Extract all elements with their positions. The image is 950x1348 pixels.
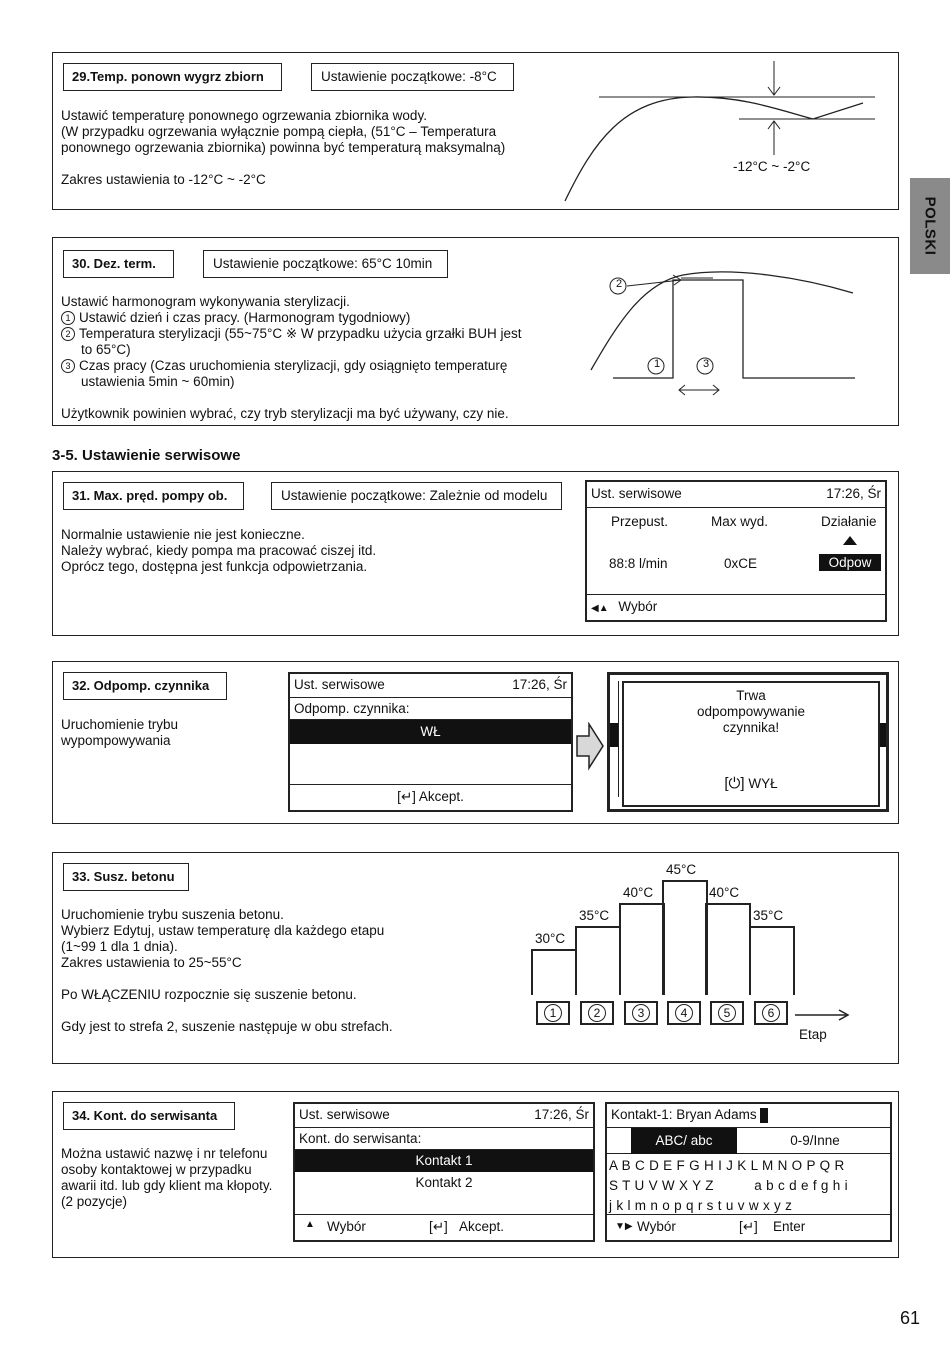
- popup-line: czynnika!: [722, 720, 780, 735]
- contact-name-field[interactable]: Kontakt-1: Bryan Adams: [611, 1107, 757, 1122]
- reheat-range-label: -12°C ~ -2°C: [733, 159, 811, 174]
- desc-footer: Użytkownik powinien wybrać, czy tryb sterylizacji ma być używany, czy nie.: [61, 406, 509, 421]
- language-tab: [910, 178, 950, 274]
- desc-line: [61, 971, 393, 987]
- desc-line: wypompowywania: [61, 733, 171, 748]
- select-label[interactable]: Wybór: [637, 1219, 676, 1234]
- section-32-title: 32. Odpomp. czynnika: [63, 672, 227, 700]
- desc-item-text: Czas pracy (Czas uruchomienia sterylizacji, gdy osiągnięto temperaturę: [79, 358, 508, 373]
- desc-item: [61, 342, 522, 358]
- desc-line: Uruchomienie trybu: [61, 717, 179, 732]
- max-value: 0xCE: [724, 556, 758, 571]
- up-arrow-icon: ▲: [305, 1219, 315, 1230]
- page-number: 61: [900, 1308, 921, 1328]
- etap-arrow-icon: [793, 1007, 853, 1023]
- lcd-clock: 17:26, Śr: [512, 677, 567, 692]
- pump-speed-lcd: [585, 480, 887, 622]
- stage-number-text: 1: [544, 1004, 562, 1022]
- section-33-title: 33. Susz. betonu: [63, 863, 189, 891]
- service-contact-lcd: [293, 1102, 595, 1242]
- stage-number-6: [754, 1001, 788, 1025]
- bar-stage-1: [531, 949, 577, 995]
- lcd-header: [290, 674, 571, 698]
- down-right-arrows-icon: ▼▶: [615, 1221, 633, 1232]
- section-29-title: 29.Temp. ponown wygrz zbiorn: [63, 63, 282, 91]
- lcd-header: [607, 1104, 890, 1128]
- bar-stage-6: [749, 926, 795, 995]
- left-up-arrows-icon: ◀▲: [591, 603, 609, 614]
- desc-line: [61, 156, 505, 172]
- desc-line: osoby kontaktowej w przypadku: [61, 1162, 252, 1177]
- next-arrow-icon: [575, 722, 605, 772]
- column-max: Max wyd.: [711, 514, 769, 529]
- bar-label-stage-5: 40°C: [709, 885, 740, 900]
- mark-2: 2: [615, 278, 623, 290]
- language-tab-label: POLSKI: [921, 196, 939, 256]
- char-row[interactable]: S T U V W X Y Z a b c d e f g h i: [609, 1178, 848, 1193]
- bar-stage-2: [575, 926, 621, 995]
- pump-down-value[interactable]: WŁ: [290, 720, 571, 744]
- lcd-clock: 17:26, Śr: [534, 1107, 589, 1122]
- stage-number-text: 4: [675, 1004, 693, 1022]
- stage-number-text: 6: [762, 1004, 780, 1022]
- desc-item: [61, 374, 522, 390]
- enter-icon: [↵]: [397, 789, 416, 804]
- popup-message: [624, 688, 878, 736]
- select-label[interactable]: Wybór: [327, 1219, 366, 1234]
- popup-off[interactable]: [624, 775, 878, 792]
- desc-line: Ustawić temperaturę ponownego ogrzewania zbiornika wody.: [61, 108, 427, 123]
- bar-label-stage-6: 35°C: [753, 908, 784, 923]
- desc-line: ponownego ogrzewania zbiornika) powinna być temperaturą maksymalną): [61, 140, 506, 155]
- concrete-drying-chart: [473, 853, 893, 1063]
- x-axis-label: Etap: [799, 1027, 827, 1042]
- flow-value: 88:8 l/min: [609, 556, 668, 571]
- enter-icon: [↵]: [739, 1219, 758, 1234]
- lcd-header-title: Ust. serwisowe: [591, 486, 682, 501]
- desc-line: Normalnie ustawienie nie jest konieczne.: [61, 527, 305, 542]
- stage-number-text: 5: [718, 1004, 736, 1022]
- tab-letters[interactable]: ABC/ abc: [631, 1128, 737, 1154]
- bar-label-stage-1: 30°C: [535, 931, 566, 946]
- pump-down-popup-lcd: [607, 672, 889, 812]
- desc-line: [61, 390, 522, 406]
- lcd-footer-label: Wybór: [618, 599, 658, 614]
- section-30-initial: Ustawienie początkowe: 65°C 10min: [203, 250, 448, 278]
- desc-line: Oprócz tego, dostępna jest funkcja odpowietrzania.: [61, 559, 368, 574]
- lcd-footer: [290, 784, 571, 810]
- desc-item-text: ustawienia 5min ~ 60min): [81, 374, 235, 389]
- step-number: 2: [61, 327, 75, 341]
- power-icon: [⏻]: [724, 775, 745, 792]
- bar-label-stage-3: 40°C: [623, 885, 654, 900]
- stage-number-2: [580, 1001, 614, 1025]
- lcd-header: [295, 1104, 593, 1128]
- desc-line: (1~99 1 dla 1 dnia).: [61, 939, 178, 954]
- contact-1-item[interactable]: Kontakt 1: [295, 1150, 593, 1172]
- section-29-initial: Ustawienie początkowe: -8°C: [311, 63, 514, 91]
- lcd-clock: 17:26, Śr: [826, 486, 881, 501]
- step-number: 1: [61, 311, 75, 325]
- section-30-title: 30. Dez. term.: [63, 250, 174, 278]
- desc-line: Ustawić harmonogram wykonywania sterylizacji.: [61, 294, 350, 309]
- section-33-description: [61, 907, 393, 1035]
- desc-line: Gdy jest to strefa 2, suszenie następuje w obu strefach.: [61, 1019, 393, 1034]
- section-31-description: [61, 527, 376, 575]
- desc-item-text: to 65°C): [81, 342, 131, 357]
- bar-label-stage-4: 45°C: [666, 862, 697, 877]
- text-cursor: [760, 1108, 768, 1123]
- sterilization-diagram: [573, 238, 893, 425]
- desc-line: (W przypadku ogrzewania wyłącznie pompą ciepła, (51°C – Temperatura: [61, 124, 497, 139]
- desc-item-text: Temperatura sterylizacji (55~75°C ※ W przypadku użycia grzałki BUH jest: [79, 326, 522, 341]
- section-33: [52, 852, 899, 1064]
- section-32: [52, 661, 899, 824]
- accept-label[interactable]: Akcept.: [459, 1219, 505, 1234]
- desc-line: awarii itd. lub gdy klient ma kłopoty.: [61, 1178, 273, 1193]
- desc-line: Można ustawić nazwę i nr telefonu: [61, 1146, 268, 1161]
- lcd-footer: [607, 1214, 890, 1240]
- desc-line: (2 pozycje): [61, 1194, 128, 1209]
- desc-line: [61, 1003, 393, 1019]
- lcd-label: Odpomp. czynnika:: [290, 698, 571, 720]
- bar-stage-5: [705, 903, 751, 995]
- section-34: [52, 1091, 899, 1258]
- section-29-description: [61, 108, 505, 188]
- column-flow: Przepust.: [611, 514, 669, 529]
- contact-2-item[interactable]: Kontakt 2: [415, 1175, 473, 1190]
- lcd-footer: [295, 1214, 593, 1240]
- desc-item: [61, 310, 522, 326]
- desc-line: Uruchomienie trybu suszenia betonu.: [61, 907, 284, 922]
- lcd-label: Kont. do serwisanta:: [295, 1128, 593, 1150]
- popup-line: odpompowywanie: [696, 704, 806, 719]
- section-heading: 3-5. Ustawienie serwisowe: [52, 447, 241, 464]
- char-row[interactable]: A B C D E F G H I J K L M N O P Q R: [609, 1158, 845, 1173]
- step-number: 3: [61, 359, 75, 373]
- stage-number-4: [667, 1001, 701, 1025]
- lcd-header-title: Ust. serwisowe: [299, 1107, 390, 1122]
- column-action: Działanie: [821, 514, 877, 529]
- stage-number-5: [710, 1001, 744, 1025]
- stage-number-text: 3: [632, 1004, 650, 1022]
- section-34-title: 34. Kont. do serwisanta: [63, 1102, 235, 1130]
- stage-number-3: [624, 1001, 658, 1025]
- section-31-initial: Ustawienie początkowe: Zależnie od modelu: [271, 482, 562, 510]
- mark-1: 1: [653, 358, 661, 370]
- lcd-header: [587, 482, 885, 508]
- char-row[interactable]: j k l m n o p q r s t u v w x y z: [609, 1198, 793, 1213]
- desc-item-text: Ustawić dzień i czas pracy. (Harmonogram tygodniowy): [79, 310, 411, 325]
- stage-number-1: [536, 1001, 570, 1025]
- section-34-description: [61, 1146, 272, 1210]
- off-label: WYŁ: [748, 776, 778, 791]
- lcd-header-title: Ust. serwisowe: [294, 677, 385, 692]
- bar-stage-3: [619, 903, 665, 995]
- desc-item: [61, 326, 522, 342]
- charset-tabs: [607, 1128, 890, 1154]
- enter-icon: [↵]: [429, 1219, 448, 1234]
- section-32-description: [61, 717, 178, 749]
- action-air-purge[interactable]: Odpow: [819, 554, 881, 571]
- section-30-description: [61, 294, 522, 422]
- popup-box: [622, 681, 880, 807]
- popup-line: Trwa: [736, 688, 766, 703]
- desc-line: Wybierz Edytuj, ustaw temperaturę dla każdego etapu: [61, 923, 385, 938]
- desc-line: Zakres ustawienia to 25~55°C: [61, 955, 242, 970]
- mark-3: 3: [702, 358, 710, 370]
- stage-number-text: 2: [588, 1004, 606, 1022]
- bar-label-stage-2: 35°C: [579, 908, 610, 923]
- lcd-footer: [587, 594, 885, 620]
- accept-label[interactable]: Akcept.: [418, 789, 464, 804]
- reheat-diagram: [553, 53, 893, 209]
- section-31: [52, 471, 899, 636]
- tab-digits[interactable]: 0-9/Inne: [790, 1133, 840, 1148]
- section-30: [52, 237, 899, 426]
- enter-label[interactable]: Enter: [773, 1219, 806, 1234]
- desc-item: [61, 358, 522, 374]
- desc-line: Należy wybrać, kiedy pompa ma pracować ciszej itd.: [61, 543, 377, 558]
- background-highlight: [610, 723, 618, 747]
- contact-edit-lcd: [605, 1102, 892, 1242]
- section-31-title: 31. Max. pręd. pompy ob.: [63, 482, 244, 510]
- up-arrow-icon: [843, 536, 857, 545]
- section-29: [52, 52, 899, 210]
- desc-line: Zakres ustawienia to -12°C ~ -2°C: [61, 172, 266, 187]
- pump-down-lcd: [288, 672, 573, 812]
- desc-line: Po WŁĄCZENIU rozpocznie się suszenie betonu.: [61, 987, 357, 1002]
- bar-stage-4: [662, 880, 708, 995]
